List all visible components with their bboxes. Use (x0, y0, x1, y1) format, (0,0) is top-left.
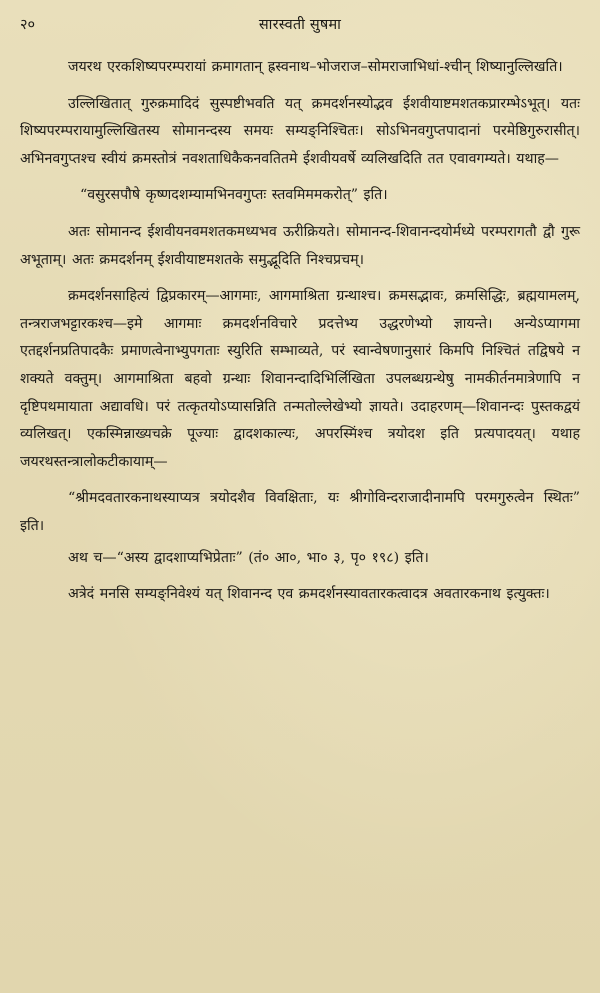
page-number: २० (20, 17, 36, 33)
paragraph-1: जयरथ एरकशिष्यपरम्परायां क्रमागतान् ह्रस्वनाथ–भोजराज–सोमराजाभिधां-श्चीन् शिष्यानुल्लिखति। (68, 59, 563, 75)
paragraph-5: अथ च—“अस्य द्वादशाप्यभिप्रेताः” (तं० आ०, भा० ३, पृ० १९८) इति। (68, 549, 429, 566)
paragraph-6: अत्रेदं मनसि सम्यङ्निवेश्यं यत् शिवानन्द एव क्रमदर्शनस्यावतारकत्वादत्र अवतारकनाथ इत्युक्तः। (68, 586, 550, 603)
page-header (20, 14, 580, 44)
body-text (20, 54, 580, 609)
quote-2: “श्रीमदवतारकनाथस्याप्यत्र त्रयोदशैव विवक्षिताः, यः श्रीगोविन्दराजादीनामपि परमगुरुत्वेन स्थितः” इति। (20, 490, 580, 534)
running-title: सारस्वती सुषमा (258, 17, 342, 33)
paragraph-2: उल्लिखितात् गुरुक्रमादिदं सुस्पष्टीभवति यत् क्रमदर्शनस्योद्भव ईशवीयाष्टमशतकप्रारम्भेऽभूत्। यतः शिष्यपरम्परायामुल्लिखितस्य सोमानन्दस्य समयः सम्यङ्निश्चितः। सोऽभिनवगुप्तपादानां परमेष्ठिगुरुरासीत्। अभिनवगुप्तश्च स्वीयं क्रमस्तोत्रं नवशताधिकैकनवतितमे ईशवीयवर्षे व्यलिखदिति तत एवावगम्यते। यथाह— (20, 95, 580, 167)
paragraph-4: क्रमदर्शनसाहित्यं द्विप्रकारम्—आगमाः, आगमाश्रिता ग्रन्थाश्च। क्रमसद्भावः, क्रमसिद्धिः, ब्रह्मयामलम्, तन्त्रराजभट्टारकश्च—इमे आगमाः क्रमदर्शनविचारे प्रदत्तेभ्य उद्धरणेभ्यो ज्ञायन्ते। अन्येऽप्यागमा एतद्दर्शनप्रतिपादकैः प्रमाणत्वेनाभ्युपगताः स्युरिति सम्भाव्यते, परं स्वान्वेषणानुसारं किमपि निश्चितं तद्विषये न शक्यते वक्तुम्। आगमाश्रिता बहवो ग्रन्थाः शिवानन्दादिभिर्लिखिता उपलब्धग्रन्थेषु नामकीर्तनमात्रेणापि न दृष्टिपथमायाता अद्यावधि। परं तत्कृतयोऽप्यासन्निति तन्मतोल्लेखेभ्यो ज्ञायते। उदाहरणम्—शिवानन्दः पुस्तकद्वयं व्यलिखत्। एकस्मिन्नाख्यचक्रे पूज्याः द्वादशकाल्यः, अपरस्मिंश्च त्रयोदश इति प्रत्यपादयत्। यथाह जयरथस्तन्त्रालोकटीकायाम्— (20, 288, 580, 470)
verse-quote-1: “वसुरसपौषे कृष्णदशम्यामभिनवगुप्तः स्तवमिममकरोत्” इति। (80, 187, 388, 204)
paragraph-3: अतः सोमानन्द ईशवीयनवमशतकमध्यभव ऊरीक्रियते। सोमानन्द-शिवानन्दयोर्मध्ये परम्परागतौ द्वौ गुरू अभूताम्। अतः क्रमदर्शनम् ईशवीयाष्टमशतके समुद्भूदिति निश्चप्रचम्। (20, 223, 580, 268)
